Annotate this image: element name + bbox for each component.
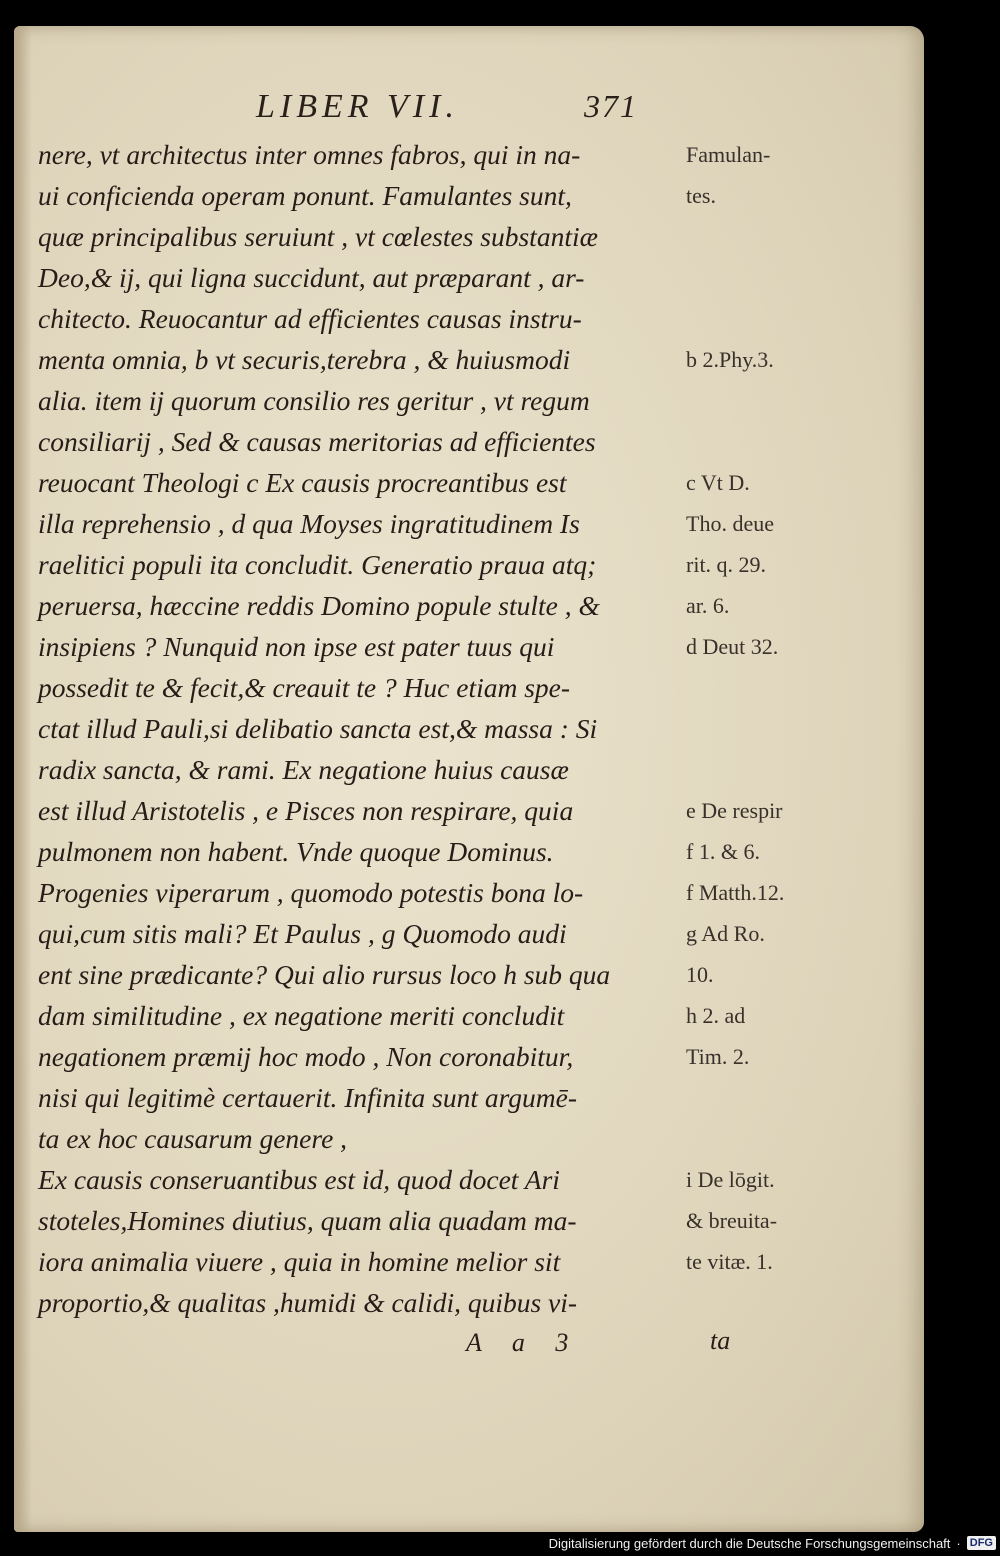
text-line: consiliarij , Sed & causas meritorias ad efficientes xyxy=(38,426,596,457)
text-line: pulmonem non habent. Vnde quoque Dominus. xyxy=(38,836,554,867)
text-line: stoteles,Homines diutius, quam alia quadam ma- xyxy=(38,1205,577,1236)
margin-note: e De respir xyxy=(686,798,783,823)
text-line: nisi qui legitimè certauerit. Infinita sunt argumē- xyxy=(38,1082,577,1113)
text-line: possedit te & fecit,& creauit te ? Huc etiam spe- xyxy=(38,672,571,703)
text-line: Ex causis conseruantibus est id, quod docet Ari xyxy=(38,1164,560,1195)
text-line: ta ex hoc causarum genere , xyxy=(38,1123,348,1154)
body-text xyxy=(38,134,698,1323)
text-line: dam similitudine , ex negatione meriti concludit xyxy=(38,1000,565,1031)
digitization-credit: Digitalisierung gefördert durch die Deutsche Forschungsgemeinschaft · DFG xyxy=(549,1532,996,1554)
margin-note: h 2. ad xyxy=(686,1003,746,1028)
text-line: menta omnia, b vt securis,terebra , & huiusmodi xyxy=(38,344,571,375)
margin-note: i De lōgit. xyxy=(686,1167,775,1192)
text-line: illa reprehensio , d qua Moyses ingratitudinem Is xyxy=(38,508,580,539)
page-gutter-shadow xyxy=(14,26,32,1532)
running-head: LIBER VII. xyxy=(256,88,459,125)
text-line: Progenies viperarum , quomodo potestis bona lo- xyxy=(38,877,584,908)
page-header xyxy=(14,86,924,126)
text-line: peruersa, hæccine reddis Domino popule stulte , & xyxy=(38,590,600,621)
margin-note: te vitæ. 1. xyxy=(686,1249,773,1274)
text-line: reuocant Theologi c Ex causis procreantibus est xyxy=(38,467,567,498)
margin-note: ar. 6. xyxy=(686,593,730,618)
signature-mark: A a 3 xyxy=(466,1328,581,1357)
margin-note: c Vt D. xyxy=(686,470,750,495)
text-line: ent sine prædicante? Qui alio rursus loco h sub qua xyxy=(38,959,611,990)
credit-text: Digitalisierung gefördert durch die Deutsche Forschungsgemeinschaft xyxy=(548,1535,951,1551)
text-line: est illud Aristotelis , e Pisces non respirare, quia xyxy=(38,795,574,826)
text-line: Deo,& ij, qui ligna succidunt, aut præparant , ar- xyxy=(38,262,585,293)
margin-note: f Matth.12. xyxy=(686,880,785,905)
text-line: qui,cum sitis mali? Et Paulus , g Quomodo audi xyxy=(38,918,567,949)
margin-note: f 1. & 6. xyxy=(686,839,760,864)
text-line: quæ principalibus seruiunt , vt cœlestes substantiæ xyxy=(38,221,598,252)
margin-note: Tho. deue xyxy=(686,511,774,536)
margin-note: d Deut 32. xyxy=(686,634,779,659)
margin-note: Tim. 2. xyxy=(686,1044,750,1069)
dfg-logo: DFG xyxy=(967,1536,996,1550)
text-line: alia. item ij quorum consilio res geritur , vt regum xyxy=(38,385,590,416)
page-number: 371 xyxy=(584,88,638,124)
text-line: insipiens ? Nunquid non ipse est pater tuus qui xyxy=(38,631,555,662)
text-line: ctat illud Pauli,si delibatio sancta est,& massa : Si xyxy=(38,713,598,744)
text-line: proportio,& qualitas ,humidi & calidi, quibus vi- xyxy=(38,1287,578,1318)
margin-note: tes. xyxy=(686,183,716,208)
text-line: raelitici populi ita concludit. Generatio praua atq; xyxy=(38,549,597,580)
text-line: radix sancta, & rami. Ex negatione huius causæ xyxy=(38,754,569,785)
margin-note: Famulan- xyxy=(686,142,771,167)
text-line: nere, vt architectus inter omnes fabros, qui in na- xyxy=(38,139,581,170)
text-line: chitecto. Reuocantur ad efficientes causas instru- xyxy=(38,303,582,334)
text-line: negationem præmij hoc modo , Non coronabitur, xyxy=(38,1041,574,1072)
catchword: ta xyxy=(710,1326,731,1355)
book-page xyxy=(14,26,924,1532)
margin-note: rit. q. 29. xyxy=(686,552,767,577)
margin-note: 10. xyxy=(686,962,714,987)
text-line: iora animalia viuere , quia in homine melior sit xyxy=(38,1246,561,1277)
margin-note: b 2.Phy.3. xyxy=(686,347,774,372)
margin-note: g Ad Ro. xyxy=(686,921,765,946)
margin-note: & breuita- xyxy=(686,1208,778,1233)
text-line: ui conficienda operam ponunt. Famulantes sunt, xyxy=(38,180,572,211)
